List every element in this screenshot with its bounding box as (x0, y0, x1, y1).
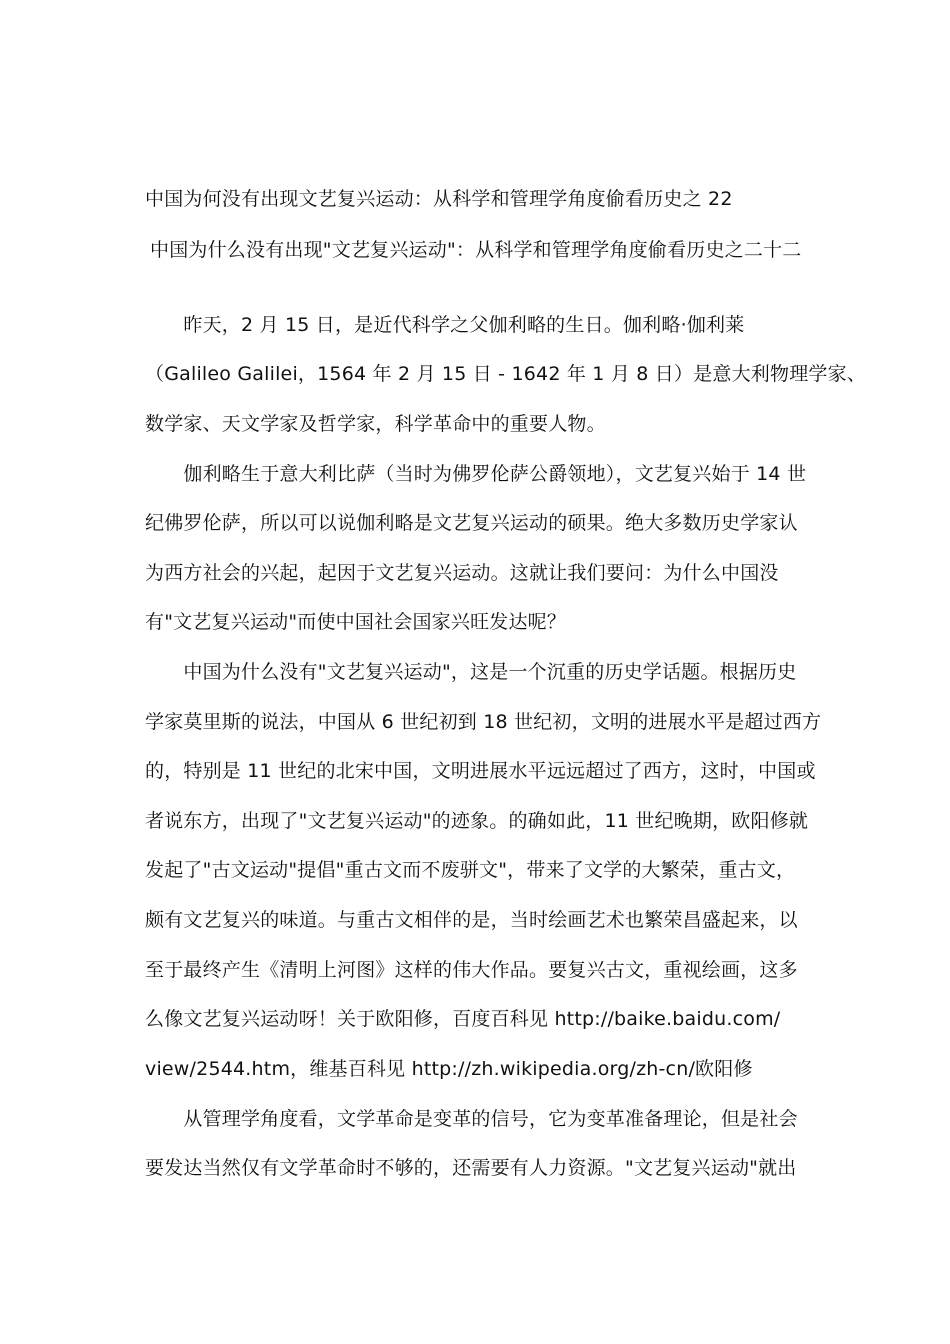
body-line: 要发达当然仅有文学革命时不够的，还需要有人力资源。"文艺复兴运动"就出 (145, 1157, 797, 1179)
body-line: 从管理学角度看，文学革命是变革的信号，它为变革准备理论，但是社会 (145, 1108, 798, 1130)
body-line: 至于最终产生《清明上河图》这样的伟大作品。要复兴古文，重视绘画，这多 (145, 959, 798, 981)
body-line: 者说东方，出现了"文艺复兴运动"的迹象。的确如此，11 世纪晚期，欧阳修就 (145, 810, 809, 832)
body-line: 纪佛罗伦萨，所以可以说伽利略是文艺复兴运动的硕果。绝大多数历史学家认 (145, 512, 798, 534)
document-title: 中国为何没有出现文艺复兴运动：从科学和管理学角度偷看历史之 22 (145, 188, 733, 210)
body-line: 伽利略生于意大利比萨（当时为佛罗伦萨公爵领地），文艺复兴始于 14 世 (145, 463, 807, 485)
body-line: 数学家、天文学家及哲学家，科学革命中的重要人物。 (145, 413, 606, 435)
body-line: 为西方社会的兴起，起因于文艺复兴运动。这就让我们要问：为什么中国没 (145, 562, 779, 584)
body-line: 颇有文艺复兴的味道。与重古文相伴的是，当时绘画艺术也繁荣昌盛起来，以 (145, 909, 798, 931)
document-subtitle: 中国为什么没有出现"文艺复兴运动"：从科学和管理学角度偷看历史之二十二 (150, 239, 802, 261)
body-line: 么像文艺复兴运动呀！关于欧阳修，百度百科见 http://baike.baidu.com/ (145, 1008, 781, 1030)
body-line: 中国为什么没有"文艺复兴运动"，这是一个沉重的历史学话题。根据历史 (145, 661, 797, 683)
body-line: （Galileo Galilei，1564 年 2 月 15 日 - 1642 年 1 月 8 日）是意大利物理学家、 (145, 363, 867, 385)
body-line: 发起了"古文运动"提倡"重古文而不废骈文"，带来了文学的大繁荣，重古文， (145, 859, 796, 881)
body-line: 学家莫里斯的说法，中国从 6 世纪初到 18 世纪初，文明的进展水平是超过西方 (145, 711, 822, 733)
body-line: 昨天，2 月 15 日，是近代科学之父伽利略的生日。伽利略·伽利莱 (145, 314, 745, 336)
body-line: 有"文艺复兴运动"而使中国社会国家兴旺发达呢？ (145, 611, 567, 633)
body-line: view/2544.htm，维基百科见 http://zh.wikipedia.org/zh-cn/欧阳修 (145, 1058, 753, 1080)
body-line: 的，特别是 11 世纪的北宋中国，文明进展水平远远超过了西方，这时，中国或 (145, 760, 816, 782)
